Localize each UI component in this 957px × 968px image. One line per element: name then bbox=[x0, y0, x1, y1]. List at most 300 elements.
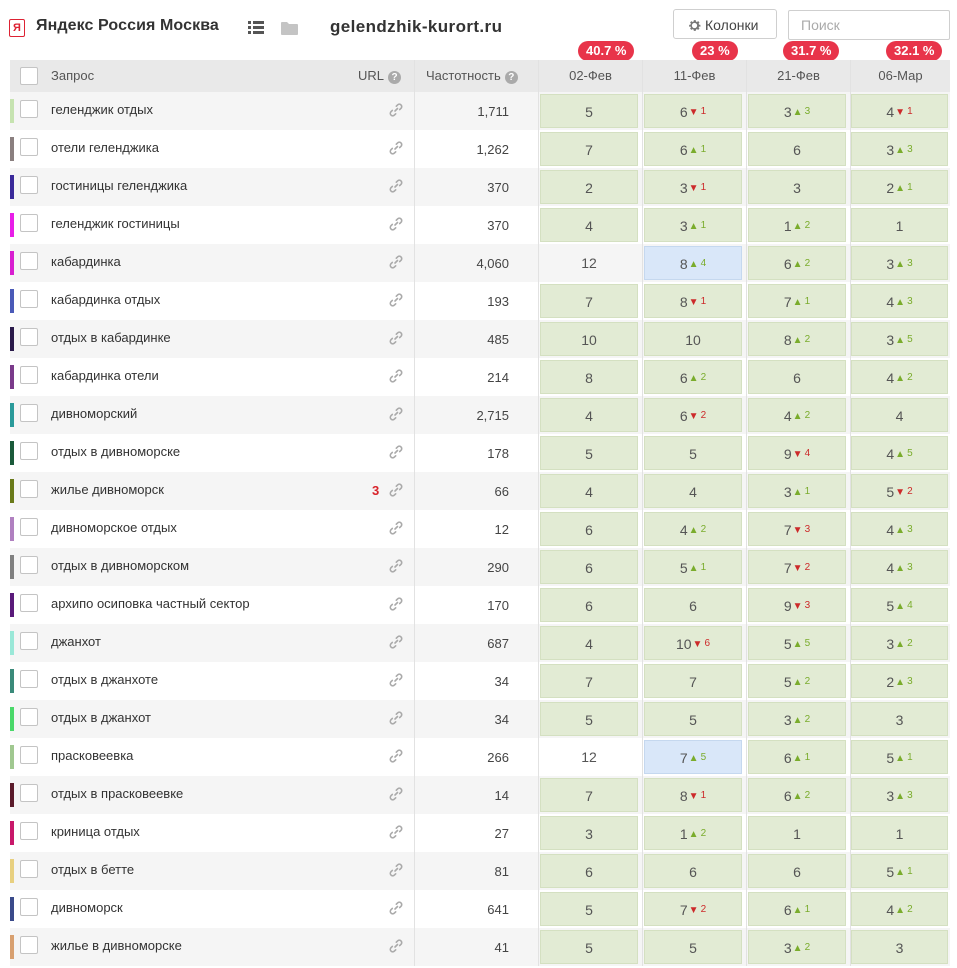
series-color-marker bbox=[10, 821, 14, 845]
link-icon[interactable] bbox=[388, 824, 404, 845]
position-cell[interactable] bbox=[644, 284, 742, 318]
query-text[interactable]: гостиницы геленджика bbox=[51, 178, 188, 193]
position-cell[interactable] bbox=[644, 892, 742, 926]
position-cell[interactable] bbox=[748, 474, 846, 508]
position-cell[interactable] bbox=[540, 816, 638, 850]
position-change: 1 bbox=[700, 296, 707, 307]
position-cell[interactable] bbox=[540, 360, 638, 394]
arrow-up-icon: ▲ bbox=[895, 677, 906, 688]
position-change: 3 bbox=[907, 258, 913, 269]
position-cell[interactable] bbox=[851, 550, 948, 584]
query-text[interactable]: геленджик гостиницы bbox=[51, 216, 180, 231]
position-change: 2 bbox=[907, 372, 913, 383]
position-value: 7 bbox=[679, 750, 688, 766]
position-value: 3 bbox=[783, 484, 792, 500]
visibility-percent-badge: 23 % bbox=[692, 41, 738, 61]
position-value: 4 bbox=[886, 294, 895, 310]
series-color-marker bbox=[10, 897, 14, 921]
arrow-down-icon: ▼ bbox=[688, 297, 699, 308]
position-value: 5 bbox=[585, 712, 593, 728]
position-cell[interactable] bbox=[540, 94, 638, 128]
position-cell[interactable] bbox=[540, 626, 638, 660]
position-value: 7 bbox=[585, 142, 593, 158]
link-icon[interactable] bbox=[388, 862, 404, 883]
position-cell[interactable] bbox=[540, 398, 638, 432]
position-cell[interactable] bbox=[540, 322, 638, 356]
query-text[interactable]: архипо осиповка частный сектор bbox=[51, 596, 250, 611]
column-divider bbox=[538, 92, 539, 130]
row-checkbox[interactable] bbox=[20, 138, 38, 156]
column-header-date[interactable]: 06-Мар bbox=[878, 68, 923, 83]
position-cell[interactable] bbox=[851, 398, 948, 432]
position-cell[interactable] bbox=[748, 322, 846, 356]
row-checkbox[interactable] bbox=[20, 214, 38, 232]
position-value: 10 bbox=[675, 636, 692, 652]
position-cell[interactable] bbox=[540, 854, 638, 888]
query-text[interactable]: криница отдых bbox=[51, 824, 140, 839]
position-cell[interactable] bbox=[644, 170, 742, 204]
position-value: 5 bbox=[679, 560, 688, 576]
series-color-marker bbox=[10, 707, 14, 731]
position-value: 3 bbox=[886, 332, 895, 348]
position-cell[interactable] bbox=[540, 284, 638, 318]
table-row bbox=[10, 890, 950, 928]
position-value: 7 bbox=[585, 294, 593, 310]
arrow-down-icon: ▼ bbox=[688, 183, 699, 194]
position-change: 2 bbox=[700, 828, 707, 839]
position-value: 6 bbox=[679, 142, 688, 158]
position-change: 4 bbox=[907, 600, 913, 611]
column-divider bbox=[746, 130, 747, 168]
position-cell[interactable] bbox=[644, 588, 742, 622]
row-checkbox[interactable] bbox=[20, 594, 38, 612]
position-change: 2 bbox=[804, 676, 811, 687]
row-checkbox[interactable] bbox=[20, 784, 38, 802]
query-text[interactable]: отдых в дивноморском bbox=[51, 558, 190, 573]
query-text[interactable]: отели геленджика bbox=[51, 140, 160, 155]
table-row bbox=[10, 928, 950, 966]
help-icon[interactable]: ? bbox=[505, 71, 518, 84]
arrow-up-icon: ▲ bbox=[792, 259, 803, 270]
arrow-up-icon: ▲ bbox=[688, 829, 699, 840]
position-cell[interactable] bbox=[644, 626, 742, 660]
column-divider bbox=[642, 662, 643, 700]
position-cell[interactable] bbox=[540, 702, 638, 736]
arrow-up-icon: ▲ bbox=[895, 753, 906, 764]
table-row bbox=[10, 358, 950, 396]
row-checkbox[interactable] bbox=[20, 822, 38, 840]
frequency-value: 290 bbox=[487, 560, 509, 575]
arrow-up-icon: ▲ bbox=[895, 449, 906, 460]
position-cell[interactable] bbox=[540, 132, 638, 166]
position-change: 3 bbox=[907, 562, 913, 573]
link-icon[interactable] bbox=[388, 406, 404, 427]
column-divider bbox=[538, 890, 539, 928]
position-cell[interactable] bbox=[644, 132, 742, 166]
link-icon[interactable] bbox=[388, 900, 404, 921]
row-checkbox[interactable] bbox=[20, 480, 38, 498]
position-value: 10 bbox=[581, 332, 597, 348]
position-change: 1 bbox=[700, 144, 707, 155]
position-cell[interactable] bbox=[748, 512, 846, 546]
column-divider bbox=[642, 510, 643, 548]
position-cell[interactable] bbox=[748, 398, 846, 432]
arrow-up-icon: ▲ bbox=[895, 335, 906, 346]
link-icon[interactable] bbox=[388, 596, 404, 617]
position-cell[interactable] bbox=[644, 550, 742, 584]
visibility-percent-badge: 40.7 % bbox=[578, 41, 634, 61]
link-icon[interactable] bbox=[388, 748, 404, 769]
query-text[interactable]: отдых в джанхоте bbox=[51, 672, 159, 687]
query-text[interactable]: отдых в дивноморске bbox=[51, 444, 181, 459]
column-header-url[interactable] bbox=[358, 60, 401, 92]
row-checkbox[interactable] bbox=[20, 404, 38, 422]
position-value: 7 bbox=[783, 560, 792, 576]
position-value: 3 bbox=[886, 142, 895, 158]
column-divider bbox=[538, 358, 539, 396]
position-cell[interactable] bbox=[748, 702, 846, 736]
position-value: 5 bbox=[585, 446, 593, 462]
position-cell[interactable] bbox=[748, 436, 846, 470]
search-engine-region[interactable]: Яндекс Россия Москва bbox=[36, 17, 219, 34]
link-icon[interactable] bbox=[388, 254, 404, 275]
position-change: 5 bbox=[907, 448, 913, 459]
position-value: 6 bbox=[793, 142, 801, 158]
arrow-up-icon: ▲ bbox=[688, 563, 699, 574]
position-cell[interactable] bbox=[644, 512, 742, 546]
position-cell[interactable] bbox=[851, 132, 948, 166]
position-cell[interactable] bbox=[540, 436, 638, 470]
position-cell[interactable] bbox=[540, 208, 638, 242]
arrow-up-icon: ▲ bbox=[792, 943, 803, 954]
column-divider bbox=[538, 472, 539, 510]
link-icon[interactable] bbox=[388, 786, 404, 807]
link-icon[interactable] bbox=[388, 178, 404, 199]
position-cell[interactable] bbox=[540, 778, 638, 812]
position-change: 2 bbox=[804, 790, 811, 801]
row-checkbox[interactable] bbox=[20, 252, 38, 270]
row-checkbox[interactable] bbox=[20, 366, 38, 384]
position-cell[interactable] bbox=[851, 740, 948, 774]
list-view-icon[interactable] bbox=[248, 20, 264, 39]
row-checkbox[interactable] bbox=[20, 290, 38, 308]
row-checkbox[interactable] bbox=[20, 708, 38, 726]
table-row bbox=[10, 700, 950, 738]
position-cell[interactable] bbox=[748, 360, 846, 394]
arrow-down-icon: ▼ bbox=[692, 639, 703, 650]
link-icon[interactable] bbox=[388, 292, 404, 313]
link-icon[interactable] bbox=[388, 140, 404, 161]
position-cell[interactable] bbox=[540, 588, 638, 622]
position-value: 4 bbox=[895, 408, 904, 424]
position-value: 6 bbox=[689, 864, 697, 880]
position-cell[interactable] bbox=[540, 892, 638, 926]
position-cell[interactable] bbox=[851, 854, 948, 888]
arrow-down-icon: ▼ bbox=[688, 791, 699, 802]
query-text[interactable]: отдых в бетте bbox=[51, 862, 135, 877]
frequency-value: 27 bbox=[494, 826, 509, 841]
link-icon[interactable] bbox=[388, 368, 404, 389]
position-change: 2 bbox=[804, 562, 811, 573]
position-change: 2 bbox=[804, 942, 811, 953]
link-icon[interactable] bbox=[388, 938, 404, 959]
arrow-up-icon: ▲ bbox=[688, 525, 699, 536]
arrow-up-icon: ▲ bbox=[895, 791, 906, 802]
position-cell[interactable] bbox=[644, 208, 742, 242]
row-checkbox[interactable] bbox=[20, 556, 38, 574]
series-color-marker bbox=[10, 631, 14, 655]
position-cell[interactable] bbox=[851, 626, 948, 660]
folder-icon[interactable] bbox=[281, 21, 298, 40]
position-cell[interactable] bbox=[748, 588, 846, 622]
position-cell[interactable] bbox=[851, 816, 948, 850]
query-text[interactable]: отдых в прасковеевке bbox=[51, 786, 184, 801]
column-header-query[interactable]: Запрос bbox=[51, 68, 95, 83]
position-value: 6 bbox=[783, 256, 792, 272]
position-cell[interactable] bbox=[540, 512, 638, 546]
position-cell[interactable] bbox=[851, 284, 948, 318]
position-cell[interactable] bbox=[644, 398, 742, 432]
position-cell[interactable] bbox=[644, 664, 742, 698]
position-cell[interactable] bbox=[748, 550, 846, 584]
link-icon[interactable] bbox=[388, 330, 404, 351]
row-checkbox[interactable] bbox=[20, 518, 38, 536]
position-cell[interactable] bbox=[748, 930, 846, 964]
position-value: 5 bbox=[689, 940, 697, 956]
position-cell[interactable] bbox=[748, 854, 846, 888]
position-change: 1 bbox=[700, 106, 707, 117]
column-header-frequency[interactable] bbox=[426, 60, 518, 92]
row-checkbox[interactable] bbox=[20, 100, 38, 118]
position-value: 3 bbox=[895, 712, 904, 728]
position-value: 6 bbox=[793, 370, 801, 386]
position-change: 3 bbox=[804, 600, 811, 611]
column-divider bbox=[538, 396, 539, 434]
query-text[interactable]: дивноморский bbox=[51, 406, 138, 421]
query-text[interactable]: отдых в кабардинке bbox=[51, 330, 171, 345]
frequency-value: 178 bbox=[487, 446, 509, 461]
table-row bbox=[10, 396, 950, 434]
position-value: 4 bbox=[585, 408, 593, 424]
position-cell[interactable] bbox=[851, 588, 948, 622]
position-cell[interactable] bbox=[748, 740, 846, 774]
link-icon[interactable] bbox=[388, 482, 404, 503]
table-row bbox=[10, 320, 950, 358]
position-cell[interactable] bbox=[851, 322, 948, 356]
position-cell[interactable] bbox=[748, 626, 846, 660]
query-text[interactable]: кабардинка bbox=[51, 254, 121, 269]
column-divider bbox=[642, 434, 643, 472]
position-cell[interactable] bbox=[644, 94, 742, 128]
column-divider bbox=[746, 662, 747, 700]
position-cell[interactable] bbox=[851, 208, 948, 242]
position-cell[interactable] bbox=[851, 170, 948, 204]
help-icon[interactable]: ? bbox=[388, 71, 401, 84]
position-cell[interactable] bbox=[748, 778, 846, 812]
position-cell[interactable] bbox=[851, 778, 948, 812]
position-cell[interactable] bbox=[748, 94, 846, 128]
position-cell[interactable] bbox=[851, 436, 948, 470]
position-cell[interactable] bbox=[644, 702, 742, 736]
link-icon[interactable] bbox=[388, 710, 404, 731]
position-cell[interactable] bbox=[851, 246, 948, 280]
position-value: 6 bbox=[793, 864, 801, 880]
position-cell[interactable] bbox=[748, 284, 846, 318]
frequency-value: 485 bbox=[487, 332, 509, 347]
column-divider bbox=[642, 130, 643, 168]
row-checkbox[interactable] bbox=[20, 442, 38, 460]
series-color-marker bbox=[10, 935, 14, 959]
position-value: 6 bbox=[585, 522, 593, 538]
position-cell[interactable] bbox=[644, 436, 742, 470]
query-text[interactable]: прасковеевка bbox=[51, 748, 134, 763]
position-cell[interactable] bbox=[644, 246, 742, 280]
column-divider bbox=[746, 700, 747, 738]
position-cell[interactable] bbox=[851, 360, 948, 394]
column-divider bbox=[642, 700, 643, 738]
frequency-value: 170 bbox=[487, 598, 509, 613]
position-change: 1 bbox=[907, 106, 913, 117]
table-row bbox=[10, 548, 950, 586]
column-divider bbox=[746, 890, 747, 928]
position-cell[interactable] bbox=[540, 550, 638, 584]
row-checkbox[interactable] bbox=[20, 632, 38, 650]
series-color-marker bbox=[10, 251, 14, 275]
row-checkbox[interactable] bbox=[20, 328, 38, 346]
link-icon[interactable] bbox=[388, 216, 404, 237]
position-cell[interactable] bbox=[748, 208, 846, 242]
position-cell[interactable] bbox=[644, 854, 742, 888]
position-cell[interactable] bbox=[644, 474, 742, 508]
position-cell[interactable] bbox=[851, 892, 948, 926]
position-value: 4 bbox=[783, 408, 792, 424]
row-checkbox[interactable] bbox=[20, 670, 38, 688]
position-cell[interactable] bbox=[644, 322, 742, 356]
link-icon[interactable] bbox=[388, 634, 404, 655]
position-cell[interactable] bbox=[748, 816, 846, 850]
position-cell[interactable] bbox=[644, 778, 742, 812]
column-header-date[interactable]: 02-Фев bbox=[569, 68, 612, 83]
link-icon[interactable] bbox=[388, 520, 404, 541]
arrow-up-icon: ▲ bbox=[792, 715, 803, 726]
position-cell[interactable] bbox=[748, 132, 846, 166]
table-header bbox=[10, 60, 950, 92]
columns-button-label: Колонки bbox=[705, 17, 759, 33]
toolbar bbox=[0, 0, 957, 60]
position-cell[interactable] bbox=[644, 360, 742, 394]
column-divider bbox=[746, 510, 747, 548]
position-cell[interactable] bbox=[644, 740, 742, 774]
position-cell[interactable] bbox=[748, 170, 846, 204]
frequency-value: 1,262 bbox=[476, 142, 509, 157]
link-icon[interactable] bbox=[388, 558, 404, 579]
position-cell[interactable] bbox=[540, 740, 638, 774]
query-text[interactable]: отдых в джанхот bbox=[51, 710, 151, 725]
position-change: 3 bbox=[804, 524, 811, 535]
position-cell[interactable] bbox=[851, 664, 948, 698]
table-row bbox=[10, 776, 950, 814]
row-checkbox[interactable] bbox=[20, 860, 38, 878]
position-value: 7 bbox=[783, 294, 792, 310]
position-cell[interactable] bbox=[851, 512, 948, 546]
arrow-up-icon: ▲ bbox=[895, 639, 906, 650]
query-text[interactable]: дивноморск bbox=[51, 900, 123, 915]
position-value: 5 bbox=[585, 104, 593, 120]
position-cell[interactable] bbox=[748, 664, 846, 698]
arrow-down-icon: ▼ bbox=[688, 905, 699, 916]
position-cell[interactable] bbox=[851, 474, 948, 508]
url-count-badge[interactable]: 3 bbox=[372, 483, 380, 498]
position-cell[interactable] bbox=[644, 930, 742, 964]
position-cell[interactable] bbox=[540, 930, 638, 964]
position-change: 2 bbox=[700, 372, 707, 383]
column-divider bbox=[538, 586, 539, 624]
project-domain[interactable]: gelendzhik-kurort.ru bbox=[330, 17, 503, 36]
position-cell[interactable] bbox=[851, 930, 948, 964]
select-all-checkbox[interactable] bbox=[20, 67, 38, 85]
query-text[interactable]: дивноморское отдых bbox=[51, 520, 177, 535]
column-header-date[interactable]: 11-Фев bbox=[673, 68, 716, 83]
position-cell[interactable] bbox=[748, 892, 846, 926]
series-color-marker bbox=[10, 669, 14, 693]
position-value: 6 bbox=[689, 598, 697, 614]
query-text[interactable]: жилье в дивноморске bbox=[51, 938, 182, 953]
row-checkbox[interactable] bbox=[20, 898, 38, 916]
arrow-up-icon: ▲ bbox=[792, 411, 803, 422]
row-checkbox[interactable] bbox=[20, 176, 38, 194]
position-value: 7 bbox=[679, 902, 688, 918]
query-text[interactable]: кабардинка отдых bbox=[51, 292, 161, 307]
position-change: 2 bbox=[804, 334, 811, 345]
query-text[interactable]: кабардинка отели bbox=[51, 368, 159, 383]
column-divider bbox=[746, 624, 747, 662]
position-value: 8 bbox=[679, 256, 688, 272]
row-checkbox[interactable] bbox=[20, 936, 38, 954]
position-change: 3 bbox=[907, 296, 913, 307]
position-change: 2 bbox=[700, 524, 707, 535]
position-cell[interactable] bbox=[540, 246, 638, 280]
position-cell[interactable] bbox=[540, 664, 638, 698]
arrow-up-icon: ▲ bbox=[792, 107, 803, 118]
column-divider bbox=[746, 244, 747, 282]
arrow-up-icon: ▲ bbox=[688, 259, 699, 270]
position-cell[interactable] bbox=[644, 816, 742, 850]
frequency-value: 12 bbox=[494, 522, 509, 537]
link-icon[interactable] bbox=[388, 444, 404, 465]
position-cell[interactable] bbox=[540, 474, 638, 508]
columns-button[interactable] bbox=[673, 9, 777, 39]
column-divider bbox=[642, 776, 643, 814]
column-header-date[interactable]: 21-Фев bbox=[777, 68, 820, 83]
column-divider bbox=[642, 472, 643, 510]
query-text[interactable]: джанхот bbox=[51, 634, 101, 649]
column-divider bbox=[538, 168, 539, 206]
position-value: 4 bbox=[886, 560, 895, 576]
frequency-value: 14 bbox=[494, 788, 509, 803]
position-cell[interactable] bbox=[851, 702, 948, 736]
link-icon[interactable] bbox=[388, 672, 404, 693]
position-cell[interactable] bbox=[540, 170, 638, 204]
arrow-down-icon: ▼ bbox=[688, 411, 699, 422]
row-checkbox[interactable] bbox=[20, 746, 38, 764]
position-cell[interactable] bbox=[748, 246, 846, 280]
query-text[interactable]: геленджик отдых bbox=[51, 102, 153, 117]
position-cell[interactable] bbox=[851, 94, 948, 128]
search-input[interactable] bbox=[788, 10, 950, 40]
link-icon[interactable] bbox=[388, 102, 404, 123]
query-text[interactable]: жилье дивноморск bbox=[51, 482, 164, 497]
position-value: 2 bbox=[585, 180, 593, 196]
